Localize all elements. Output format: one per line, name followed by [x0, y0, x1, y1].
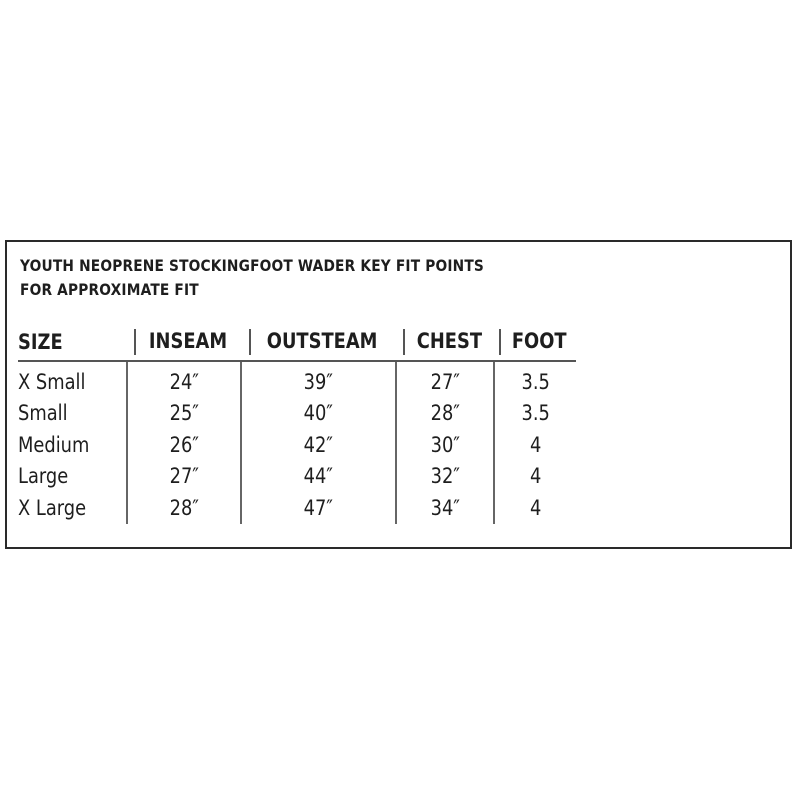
column-divider	[249, 329, 251, 355]
header-outseam-label: OUTSTEAM	[267, 329, 378, 353]
column-divider	[134, 329, 136, 355]
size-value: Large	[18, 464, 69, 489]
cell-size	[18, 429, 127, 461]
cell-foot	[494, 429, 576, 461]
foot-value: 4	[529, 495, 542, 520]
header-size-label: SIZE	[18, 330, 63, 354]
chest-value: 30″	[430, 432, 460, 457]
table-row	[18, 361, 576, 398]
outseam-value: 44″	[303, 464, 334, 489]
cell-chest	[396, 461, 494, 493]
header-chest	[396, 324, 494, 361]
cell-chest	[396, 492, 494, 524]
fit-table	[18, 324, 576, 524]
foot-value: 3.5	[521, 401, 550, 426]
inseam-value: 28″	[169, 495, 199, 520]
outseam-value: 42″	[303, 432, 334, 457]
cell-outseam	[241, 361, 396, 398]
chest-value: 32″	[430, 464, 460, 489]
cell-foot	[494, 461, 576, 493]
cell-foot	[494, 492, 576, 524]
foot-value: 4	[529, 432, 542, 457]
table-row	[18, 398, 576, 430]
cell-foot	[494, 398, 576, 430]
inseam-value: 24″	[169, 369, 199, 394]
column-divider	[403, 329, 405, 355]
outseam-value: 47″	[303, 495, 334, 520]
cell-outseam	[241, 398, 396, 430]
outseam-value: 39″	[303, 369, 334, 394]
cell-chest	[396, 429, 494, 461]
cell-size	[18, 361, 127, 398]
cell-chest	[396, 398, 494, 430]
cell-size	[18, 492, 127, 524]
table-header-row	[18, 324, 576, 361]
size-value: Small	[18, 401, 68, 426]
header-chest-label: CHEST	[416, 329, 482, 353]
cell-outseam	[241, 429, 396, 461]
cell-outseam	[241, 492, 396, 524]
header-foot-label: FOOT	[511, 329, 567, 353]
outseam-value: 40″	[303, 401, 334, 426]
cell-inseam	[127, 429, 241, 461]
size-value: Medium	[18, 432, 90, 457]
size-value: X Large	[18, 495, 87, 520]
column-divider	[499, 329, 501, 355]
inseam-value: 25″	[169, 401, 199, 426]
inseam-value: 27″	[169, 464, 199, 489]
table-row	[18, 429, 576, 461]
cell-inseam	[127, 492, 241, 524]
chest-value: 28″	[430, 401, 460, 426]
table-row	[18, 492, 576, 524]
cell-foot	[494, 361, 576, 398]
cell-size	[18, 461, 127, 493]
inseam-value: 26″	[169, 432, 199, 457]
header-inseam-label: INSEAM	[148, 329, 228, 353]
header-foot	[494, 324, 576, 361]
header-size	[18, 324, 127, 361]
cell-outseam	[241, 461, 396, 493]
foot-value: 4	[529, 464, 542, 489]
cell-size	[18, 398, 127, 430]
chart-subtitle: FOR APPROXIMATE FIT	[20, 280, 199, 299]
foot-value: 3.5	[521, 369, 550, 394]
header-outseam	[241, 324, 396, 361]
header-inseam	[127, 324, 241, 361]
chart-title: YOUTH NEOPRENE STOCKINGFOOT WADER KEY FIT POINTS	[20, 256, 484, 275]
cell-inseam	[127, 461, 241, 493]
table-row	[18, 461, 576, 493]
cell-inseam	[127, 361, 241, 398]
size-value: X Small	[18, 369, 86, 394]
size-chart	[5, 240, 792, 549]
chest-value: 34″	[430, 495, 460, 520]
cell-inseam	[127, 398, 241, 430]
chest-value: 27″	[430, 369, 460, 394]
cell-chest	[396, 361, 494, 398]
